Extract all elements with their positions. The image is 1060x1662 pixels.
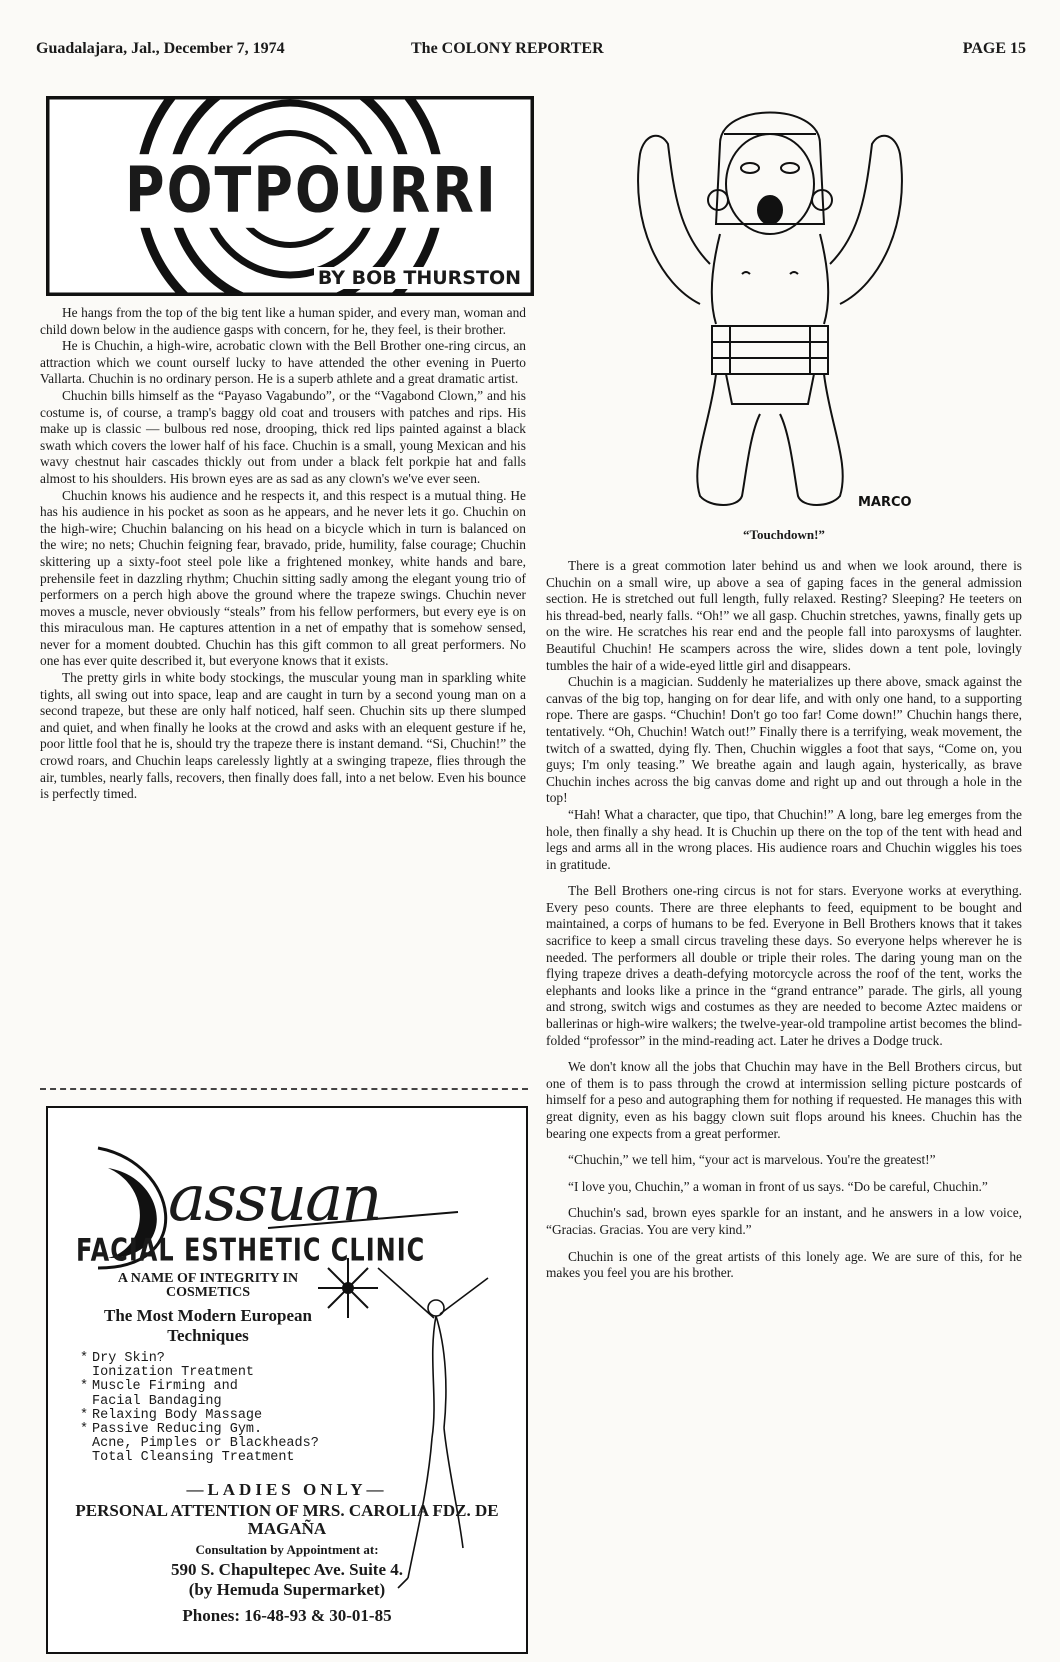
list-item: * Relaxing Body Massage (80, 1409, 319, 1423)
clinic-advertisement (46, 1106, 528, 1654)
dateline: Guadalajara, Jal., December 7, 1974 (36, 40, 285, 57)
paragraph: He hangs from the top of the big tent like a human spider, and every man, woman and child down below in the audience gasps with concern, for he, they feel, is their brother. (40, 305, 526, 337)
clinic-name: FACIAL ESTHETIC CLINIC (76, 1231, 426, 1269)
paragraph: Chuchin bills himself as the “Payaso Vagabundo”, or the “Vagabond Clown,” and his costume is, of course, a tramp's baggy old coat and trousers with patches and rips. His make up is classic — bulbous red nose, drooping, thick red lips painted against a black swath which covers the lower half of his face. Chuchin is a small, young Mexican and his wavy chestnut hair cascades thickly out from under a black felt porkpie hat and falls almost to his shoulders. His brown eyes are as sad as any clown's we've ever seen. (40, 387, 526, 486)
potpourri-masthead (46, 96, 534, 296)
page-number: PAGE 15 (962, 40, 1026, 57)
touchdown-cartoon (620, 104, 920, 514)
column-divider (40, 1088, 528, 1090)
paragraph: Chuchin is a magician. Suddenly he materializes up there above, smack against the canvas of the big top, hanging on for dear life, and with only one hand, to a supporting rope. There are gasps. “Chuchin! Don't go too far! Come down!” Chuchin hangs there, tentatively. “Oh, Chuchin! Watch out!” Finally there is a terrifying, weak movement, the twitch of a swatted, dying fly. Then, Chuchin wiggles a foot that says, “Come on, you guys; I'm only teasing.” We breathe again and laugh again, hysterically, as brave Chuchin inches across the big canvas dome and right up and out through a hole in the top! (546, 674, 1022, 806)
brand-logo: assuan (168, 1162, 381, 1236)
byline: BY BOB THURSTON (314, 267, 525, 289)
paragraph: The Bell Brothers one-ring circus is not for stars. Everyone works at everything. Every peso counts. There are three elephants to feed, equipment to be bought and maintained, a corps of humans to be fed. Everyone in Bell Brothers knows that it takes sacrifice to keep a small circus traveling these days. So everyone helps wherever he is needed. The performers all double or triple their roles. The daring young man on the flying trapeze drives a death-defying motorcycle across the roof of the tent, works the elephants and looks like a prince in the “grand entrance” parade. The girls, all young and strong, switch wigs and costumes as they are needed to become Aztec maidens or ballerinas or high-wire walkers; the twelve-year-old trampoline artist becomes the blind-folded “professor” in the mind-reading act. Later he drives a Dodge truck. (546, 883, 1022, 1048)
cartoon-signature: MARCO (858, 495, 912, 510)
ladies-only-banner: —LADIES ONLY— (186, 1480, 388, 1499)
landmark: (by Hemuda Supermarket) (188, 1580, 386, 1599)
modern-tagline: The Most Modern European Techniques (104, 1306, 312, 1345)
integrity-tagline: A NAME OF INTEGRITY IN COSMETICS (117, 1271, 299, 1300)
phone-numbers: Phones: 16-48-93 & 30-01-85 (182, 1606, 392, 1625)
list-item: * Dry Skin? (80, 1352, 319, 1366)
list-item: Total Cleansing Treatment (92, 1450, 295, 1466)
paragraph: There is a great commotion later behind us and when we look around, there is Chuchin on a small wire, up above a sea of gaping faces in the general admission section. He is stretched out full length, fully relaxed. Resting? Sleeping? He teeters on his thread-bed, nearly falls. “Oh!” we all gasp. Chuchin stretches, yawns, finally gets up on the wire. He scratches his rear end and the people fall into paroxysms of laughter. Beautiful Chuchin! He scampers across the wire, slides down a tent pole, lovingly tumbles the hair of a wide-eyed little girl and disappears. (546, 558, 1022, 673)
paragraph: Chuchin's sad, brown eyes sparkle for an instant, and he answers in a low voice, “Gracias. Gracias. You are very kind.” (546, 1205, 1022, 1237)
paragraph: “I love you, Chuchin,” a woman in front of us says. “Do be careful, Chuchin.” (568, 1178, 988, 1194)
article-left-column (40, 305, 526, 803)
list-item: Acne, Pimples or Blackheads? (92, 1436, 319, 1452)
newspaper-name: The COLONY REPORTER (411, 40, 604, 57)
paragraph: The pretty girls in white body stockings, the muscular young man in sparkling white tights, all swing out into space, leap and are caught in turn by a second young man on a second trapeze, but these are only half noticed, half seen. Chuchin sits up there slumped and quiet, and when finally he looks at the crowd and asks with an elequent gesture if he, poor little fool that he is, should try the trapeze there is instant demand. “Si, Chuchin!” the crowd roars, and Chuchin leaps carelessly lightly at a swinging trapeze, flies through the air, tumbles, nearly falls, recovers, then finally does fall, into a net below. Even his bounce is perfectly timed. (40, 670, 526, 802)
cartoon-caption: “Touchdown!” (743, 527, 825, 542)
consultation-note: Consultation by Appointment at: (195, 1542, 379, 1557)
personal-attention: PERSONAL ATTENTION OF MRS. CAROLIA FDZ. DE MAGAÑA (75, 1501, 499, 1538)
list-item: * Muscle Firming and (80, 1380, 319, 1394)
paragraph: He is Chuchin, a high-wire, acrobatic clown with the Bell Brother one-ring circus, an attraction which we count ourself lucky to have attended the other evening in Puerto Vallarta. Chuchin is no ordinary person. He is a superb athlete and a great dramatic artist. (40, 338, 526, 387)
paragraph: Chuchin knows his audience and he respects it, and this respect is a mutual thing. He has his audience in his pocket as soon as he appears, and he never lets it go. Chuchin on the high-wire; Chuchin balancing on his head on a bicycle which in turn is balanced on the wire; no nets; Chuchin feigning fear, bravado, pride, humility, false courage; Chuchin skittering up a sixty-foot steel pole like a frightened monkey, white hands and bare, prehensile feet in dazzling rhythm; Chuchin sitting sadly among the elegant young trio of performers on a perch high above the ground where the trapeze swings. Chuchin never moves a muscle, never obviously “steals” from his fellow performers, but every eye is on this miraculous man. He captures attention in a net of empathy that is somehow sensed, never for a moment doubted. Chuchin has this gift common to all great performers. No one has ever quite described it, but everyone knows that it exists. (40, 487, 526, 669)
street-address: 590 S. Chapultepec Ave. Suite 4. (170, 1560, 404, 1579)
column-title: POTPOURRI (125, 154, 498, 227)
list-item: Facial Bandaging (92, 1393, 222, 1409)
article-right-column (546, 558, 1022, 1282)
page-header (36, 40, 1026, 64)
paragraph: “Chuchin,” we tell him, “your act is marvelous. You're the greatest!” (568, 1152, 936, 1168)
list-item: Ionization Treatment (92, 1365, 255, 1381)
paragraph: “Hah! What a character, que tipo, that Chuchin!” A long, bare leg emerges from the hole, then finally a shy head. It is Chuchin up there on the top of the tent with head and legs and arms all in the wrong places. His audience roars and Chuchin wiggles his toes in gratitude. (546, 806, 1022, 872)
list-item: * Passive Reducing Gym. (80, 1423, 319, 1437)
paragraph: We don't know all the jobs that Chuchin may have in the Bell Brothers circus, but one of them is to pass through the crowd at intermission selling picture postcards of himself for a peso and autographing them for nothing if requested. He manages this with great dignity, even as his baggy clown suit flops around his knees. Chuchin has the bearing one expects from a great performer. (546, 1059, 1022, 1141)
paragraph: Chuchin is one of the great artists of this lonely age. We are sure of this, for he makes you feel you are his brother. (546, 1248, 1022, 1281)
address (48, 1560, 526, 1600)
services-list (80, 1352, 319, 1466)
